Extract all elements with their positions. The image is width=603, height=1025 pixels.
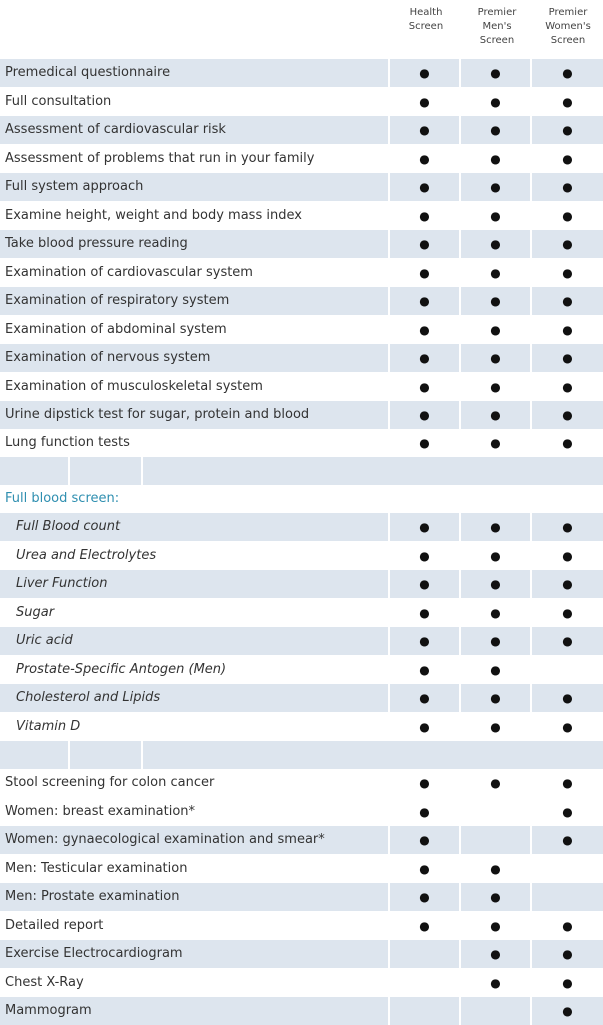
row-label-cell: [0, 116, 388, 144]
included-dot-icon: ●: [562, 976, 573, 990]
table-row: [0, 513, 603, 542]
row-label: Urine dipstick test for sugar, protein and blood: [5, 407, 310, 422]
included-dot-icon: ●: [490, 266, 501, 280]
mark-cell: [532, 344, 603, 372]
mark-cell: [390, 940, 459, 968]
mark-cell: [461, 59, 530, 87]
spacer-cell: [70, 457, 141, 485]
row-label: Detailed report: [5, 918, 104, 933]
included-dot-icon: ●: [562, 180, 573, 194]
included-dot-icon: ●: [419, 520, 430, 534]
included-dot-icon: ●: [562, 323, 573, 337]
mark-cell: [461, 855, 530, 883]
included-dot-icon: ●: [419, 380, 430, 394]
row-label-cell: [0, 145, 388, 173]
included-dot-icon: ●: [419, 436, 430, 450]
row-label-cell: [0, 88, 388, 116]
included-dot-icon: ●: [490, 720, 501, 734]
mark-cell: [461, 88, 530, 116]
header-line: Premier: [548, 7, 588, 18]
header-line: Women's: [545, 21, 591, 32]
included-dot-icon: ●: [419, 123, 430, 137]
mark-cell: [461, 997, 530, 1025]
row-label-cell: [0, 883, 388, 911]
included-dot-icon: ●: [562, 294, 573, 308]
row-label: Exercise Electrocardiogram: [5, 946, 183, 961]
row-label-cell: [0, 684, 388, 712]
row-label: Mammogram: [5, 1003, 92, 1018]
mark-cell: [532, 316, 603, 344]
mark-cell: [461, 883, 530, 911]
mark-cell: [532, 116, 603, 144]
row-label: Full system approach: [5, 179, 144, 194]
included-dot-icon: ●: [419, 294, 430, 308]
included-dot-icon: ●: [490, 380, 501, 394]
row-label: Uric acid: [16, 633, 73, 648]
mark-cell: [461, 713, 530, 741]
included-dot-icon: ●: [562, 805, 573, 819]
mark-cell: [532, 59, 603, 87]
mark-cell: [532, 145, 603, 173]
mark-cell: [390, 145, 459, 173]
spacer-cell: [143, 457, 603, 485]
spacer-row: [0, 457, 603, 485]
included-dot-icon: ●: [419, 549, 430, 563]
included-dot-icon: ●: [419, 351, 430, 365]
included-dot-icon: ●: [562, 152, 573, 166]
row-label: Examination of respiratory system: [5, 293, 230, 308]
row-label-cell: [0, 969, 388, 997]
table-row: [0, 316, 603, 344]
row-label-cell: [0, 344, 388, 372]
table-row: [0, 287, 603, 316]
included-dot-icon: ●: [562, 776, 573, 790]
mark-cell: [461, 542, 530, 570]
table-row: [0, 116, 603, 145]
mark-cell: [461, 316, 530, 344]
mark-cell: [461, 912, 530, 940]
included-dot-icon: ●: [419, 323, 430, 337]
mark-cell: [532, 88, 603, 116]
table-row: [0, 855, 603, 883]
mark-cell: [461, 259, 530, 287]
mark-cell: [390, 230, 459, 258]
mark-cell: [461, 373, 530, 401]
row-label-cell: [0, 173, 388, 201]
included-dot-icon: ●: [562, 720, 573, 734]
included-dot-icon: ●: [419, 266, 430, 280]
included-dot-icon: ●: [419, 209, 430, 223]
table-row: [0, 88, 603, 116]
mark-cell: [532, 401, 603, 429]
section-heading: Full blood screen:: [5, 491, 120, 506]
mark-cell: [461, 599, 530, 627]
included-dot-icon: ●: [490, 947, 501, 961]
header-premier-womens-screen: [533, 6, 603, 48]
included-dot-icon: ●: [419, 919, 430, 933]
table-row: [0, 627, 603, 656]
included-dot-icon: ●: [419, 805, 430, 819]
mark-cell: [532, 826, 603, 854]
mark-cell: [532, 173, 603, 201]
table-row: [0, 656, 603, 684]
table-row: [0, 542, 603, 570]
row-label-cell: [0, 940, 388, 968]
included-dot-icon: ●: [490, 152, 501, 166]
table-row: [0, 259, 603, 287]
mark-cell: [390, 344, 459, 372]
included-dot-icon: ●: [490, 663, 501, 677]
mark-cell: [390, 316, 459, 344]
included-dot-icon: ●: [490, 436, 501, 450]
row-label: Urea and Electrolytes: [16, 548, 157, 563]
table-row: [0, 344, 603, 373]
included-dot-icon: ●: [419, 890, 430, 904]
mark-cell: [390, 826, 459, 854]
mark-cell: [390, 684, 459, 712]
header-line: Premier: [477, 7, 517, 18]
mark-cell: [461, 429, 530, 457]
row-label: Take blood pressure reading: [5, 236, 188, 251]
row-label-cell: [0, 259, 388, 287]
mark-cell: [461, 940, 530, 968]
row-label: Men: Testicular examination: [5, 861, 188, 876]
included-dot-icon: ●: [490, 237, 501, 251]
header-line: Men's: [482, 21, 512, 32]
included-dot-icon: ●: [490, 549, 501, 563]
table-row: [0, 969, 603, 997]
row-label-cell: [0, 912, 388, 940]
mark-cell: [390, 88, 459, 116]
mark-cell: [390, 969, 459, 997]
row-label-cell: [0, 769, 388, 797]
spacer-cell: [0, 741, 68, 769]
table-row: [0, 997, 603, 1024]
included-dot-icon: ●: [419, 634, 430, 648]
mark-cell: [461, 401, 530, 429]
mark-cell: [532, 656, 603, 684]
table-row: [0, 570, 603, 599]
row-label: Chest X-Ray: [5, 975, 84, 990]
row-label-cell: [0, 997, 388, 1025]
section-heading-row: [0, 485, 603, 513]
mark-cell: [390, 769, 459, 797]
row-label: Liver Function: [16, 576, 108, 591]
mark-cell: [532, 542, 603, 570]
included-dot-icon: ●: [562, 408, 573, 422]
included-dot-icon: ●: [419, 66, 430, 80]
row-label-cell: [0, 713, 388, 741]
included-dot-icon: ●: [419, 180, 430, 194]
mark-cell: [532, 627, 603, 655]
table-row: [0, 826, 603, 855]
table-row: [0, 202, 603, 230]
row-label-cell: [0, 230, 388, 258]
mark-cell: [390, 599, 459, 627]
mark-cell: [461, 287, 530, 315]
included-dot-icon: ●: [562, 209, 573, 223]
mark-cell: [461, 202, 530, 230]
row-label: Men: Prostate examination: [5, 889, 180, 904]
included-dot-icon: ●: [490, 577, 501, 591]
mark-cell: [532, 997, 603, 1025]
included-dot-icon: ●: [419, 152, 430, 166]
mark-cell: [461, 969, 530, 997]
included-dot-icon: ●: [490, 408, 501, 422]
mark-cell: [532, 769, 603, 797]
row-label-cell: [0, 570, 388, 598]
included-dot-icon: ●: [490, 776, 501, 790]
table-row: [0, 230, 603, 259]
included-dot-icon: ●: [562, 520, 573, 534]
row-label: Premedical questionnaire: [5, 65, 171, 80]
mark-cell: [390, 912, 459, 940]
included-dot-icon: ●: [490, 66, 501, 80]
mark-cell: [390, 513, 459, 541]
mark-cell: [461, 656, 530, 684]
included-dot-icon: ●: [490, 294, 501, 308]
mark-cell: [390, 542, 459, 570]
mark-cell: [461, 826, 530, 854]
row-label-cell: [0, 316, 388, 344]
table-row: [0, 912, 603, 940]
mark-cell: [461, 230, 530, 258]
mark-cell: [532, 883, 603, 911]
table-row: [0, 599, 603, 627]
mark-cell: [461, 513, 530, 541]
mark-cell: [532, 259, 603, 287]
row-label: Examine height, weight and body mass index: [5, 208, 302, 223]
mark-cell: [390, 570, 459, 598]
included-dot-icon: ●: [490, 323, 501, 337]
included-dot-icon: ●: [562, 123, 573, 137]
row-label: Women: gynaecological examination and smear*: [5, 832, 325, 847]
mark-cell: [532, 969, 603, 997]
included-dot-icon: ●: [562, 380, 573, 394]
included-dot-icon: ●: [419, 720, 430, 734]
mark-cell: [461, 798, 530, 826]
included-dot-icon: ●: [419, 862, 430, 876]
mark-cell: [390, 202, 459, 230]
mark-cell: [532, 429, 603, 457]
mark-cell: [390, 373, 459, 401]
mark-cell: [532, 940, 603, 968]
row-label-cell: [0, 59, 388, 87]
table-row: [0, 883, 603, 912]
included-dot-icon: ●: [490, 691, 501, 705]
included-dot-icon: ●: [562, 66, 573, 80]
header-line: Screen: [408, 21, 444, 32]
included-dot-icon: ●: [562, 947, 573, 961]
row-label: Sugar: [16, 605, 55, 620]
header-line: Screen: [479, 35, 515, 46]
included-dot-icon: ●: [419, 606, 430, 620]
included-dot-icon: ●: [490, 209, 501, 223]
row-label: Examination of abdominal system: [5, 322, 227, 337]
included-dot-icon: ●: [490, 862, 501, 876]
row-label-cell: [0, 826, 388, 854]
included-dot-icon: ●: [562, 691, 573, 705]
mark-cell: [532, 798, 603, 826]
mark-cell: [390, 855, 459, 883]
mark-cell: [532, 912, 603, 940]
row-label: Assessment of cardiovascular risk: [5, 122, 226, 137]
included-dot-icon: ●: [562, 266, 573, 280]
table-header: [0, 0, 603, 59]
mark-cell: [390, 656, 459, 684]
included-dot-icon: ●: [419, 833, 430, 847]
included-dot-icon: ●: [562, 606, 573, 620]
table-row: [0, 684, 603, 713]
mark-cell: [390, 259, 459, 287]
mark-cell: [390, 713, 459, 741]
included-dot-icon: ●: [562, 634, 573, 648]
table-row: [0, 713, 603, 741]
included-dot-icon: ●: [490, 520, 501, 534]
mark-cell: [532, 513, 603, 541]
row-label: Cholesterol and Lipids: [16, 690, 161, 705]
table-row: [0, 769, 603, 798]
included-dot-icon: ●: [562, 549, 573, 563]
row-label: Vitamin D: [16, 719, 81, 734]
row-label: Examination of musculoskeletal system: [5, 379, 263, 394]
table-row: [0, 940, 603, 969]
mark-cell: [532, 287, 603, 315]
header-line: Screen: [550, 35, 586, 46]
mark-cell: [390, 883, 459, 911]
mark-cell: [532, 684, 603, 712]
mark-cell: [390, 429, 459, 457]
included-dot-icon: ●: [419, 776, 430, 790]
table-row: [0, 401, 603, 429]
row-label-cell: [0, 599, 388, 627]
included-dot-icon: ●: [490, 606, 501, 620]
row-label-cell: [0, 401, 388, 429]
row-label: Women: breast examination*: [5, 804, 196, 819]
spacer-cell: [0, 457, 68, 485]
mark-cell: [461, 627, 530, 655]
included-dot-icon: ●: [562, 577, 573, 591]
row-label-cell: [0, 798, 388, 826]
mark-cell: [390, 997, 459, 1025]
included-dot-icon: ●: [490, 634, 501, 648]
included-dot-icon: ●: [490, 919, 501, 933]
row-label: Prostate-Specific Antogen (Men): [16, 662, 227, 677]
mark-cell: [532, 713, 603, 741]
mark-cell: [390, 287, 459, 315]
included-dot-icon: ●: [419, 577, 430, 591]
row-label-cell: [0, 855, 388, 883]
included-dot-icon: ●: [562, 95, 573, 109]
spacer-cell: [70, 741, 141, 769]
mark-cell: [461, 684, 530, 712]
included-dot-icon: ●: [562, 833, 573, 847]
included-dot-icon: ●: [419, 408, 430, 422]
mark-cell: [390, 173, 459, 201]
included-dot-icon: ●: [562, 919, 573, 933]
mark-cell: [532, 202, 603, 230]
mark-cell: [532, 570, 603, 598]
mark-cell: [461, 173, 530, 201]
mark-cell: [461, 769, 530, 797]
row-label-cell: [0, 656, 388, 684]
mark-cell: [390, 627, 459, 655]
mark-cell: [532, 373, 603, 401]
included-dot-icon: ●: [562, 436, 573, 450]
table-row: [0, 59, 603, 88]
spacer-row: [0, 741, 603, 769]
mark-cell: [390, 59, 459, 87]
header-line: Health: [409, 7, 443, 18]
mark-cell: [532, 855, 603, 883]
included-dot-icon: ●: [562, 1004, 573, 1018]
mark-cell: [390, 116, 459, 144]
table-row: [0, 429, 603, 457]
mark-cell: [532, 599, 603, 627]
row-label: Examination of nervous system: [5, 350, 211, 365]
mark-cell: [461, 145, 530, 173]
row-label-cell: [0, 202, 388, 230]
included-dot-icon: ●: [419, 237, 430, 251]
row-label-cell: [0, 429, 388, 457]
table-row: [0, 173, 603, 202]
mark-cell: [461, 344, 530, 372]
included-dot-icon: ●: [419, 95, 430, 109]
spacer-cell: [143, 741, 603, 769]
row-label-cell: [0, 287, 388, 315]
row-label-cell: [0, 627, 388, 655]
row-label-cell: [0, 542, 388, 570]
included-dot-icon: ●: [419, 663, 430, 677]
table-row: [0, 373, 603, 401]
row-label: Assessment of problems that run in your family: [5, 151, 315, 166]
row-label-cell: [0, 373, 388, 401]
mark-cell: [390, 798, 459, 826]
included-dot-icon: ●: [490, 351, 501, 365]
header-health-screen: [391, 6, 461, 34]
table-row: [0, 145, 603, 173]
table-row: [0, 798, 603, 826]
included-dot-icon: ●: [490, 976, 501, 990]
row-label: Full Blood count: [16, 519, 121, 534]
included-dot-icon: ●: [490, 180, 501, 194]
included-dot-icon: ●: [490, 890, 501, 904]
mark-cell: [390, 401, 459, 429]
row-label-cell: [0, 513, 388, 541]
included-dot-icon: ●: [562, 237, 573, 251]
mark-cell: [532, 230, 603, 258]
header-premier-mens-screen: [462, 6, 532, 48]
row-label: Lung function tests: [5, 435, 130, 450]
included-dot-icon: ●: [490, 123, 501, 137]
row-label: Stool screening for colon cancer: [5, 775, 215, 790]
row-label: Full consultation: [5, 94, 112, 109]
included-dot-icon: ●: [562, 351, 573, 365]
included-dot-icon: ●: [490, 95, 501, 109]
mark-cell: [461, 116, 530, 144]
included-dot-icon: ●: [419, 691, 430, 705]
mark-cell: [461, 570, 530, 598]
row-label: Examination of cardiovascular system: [5, 265, 253, 280]
